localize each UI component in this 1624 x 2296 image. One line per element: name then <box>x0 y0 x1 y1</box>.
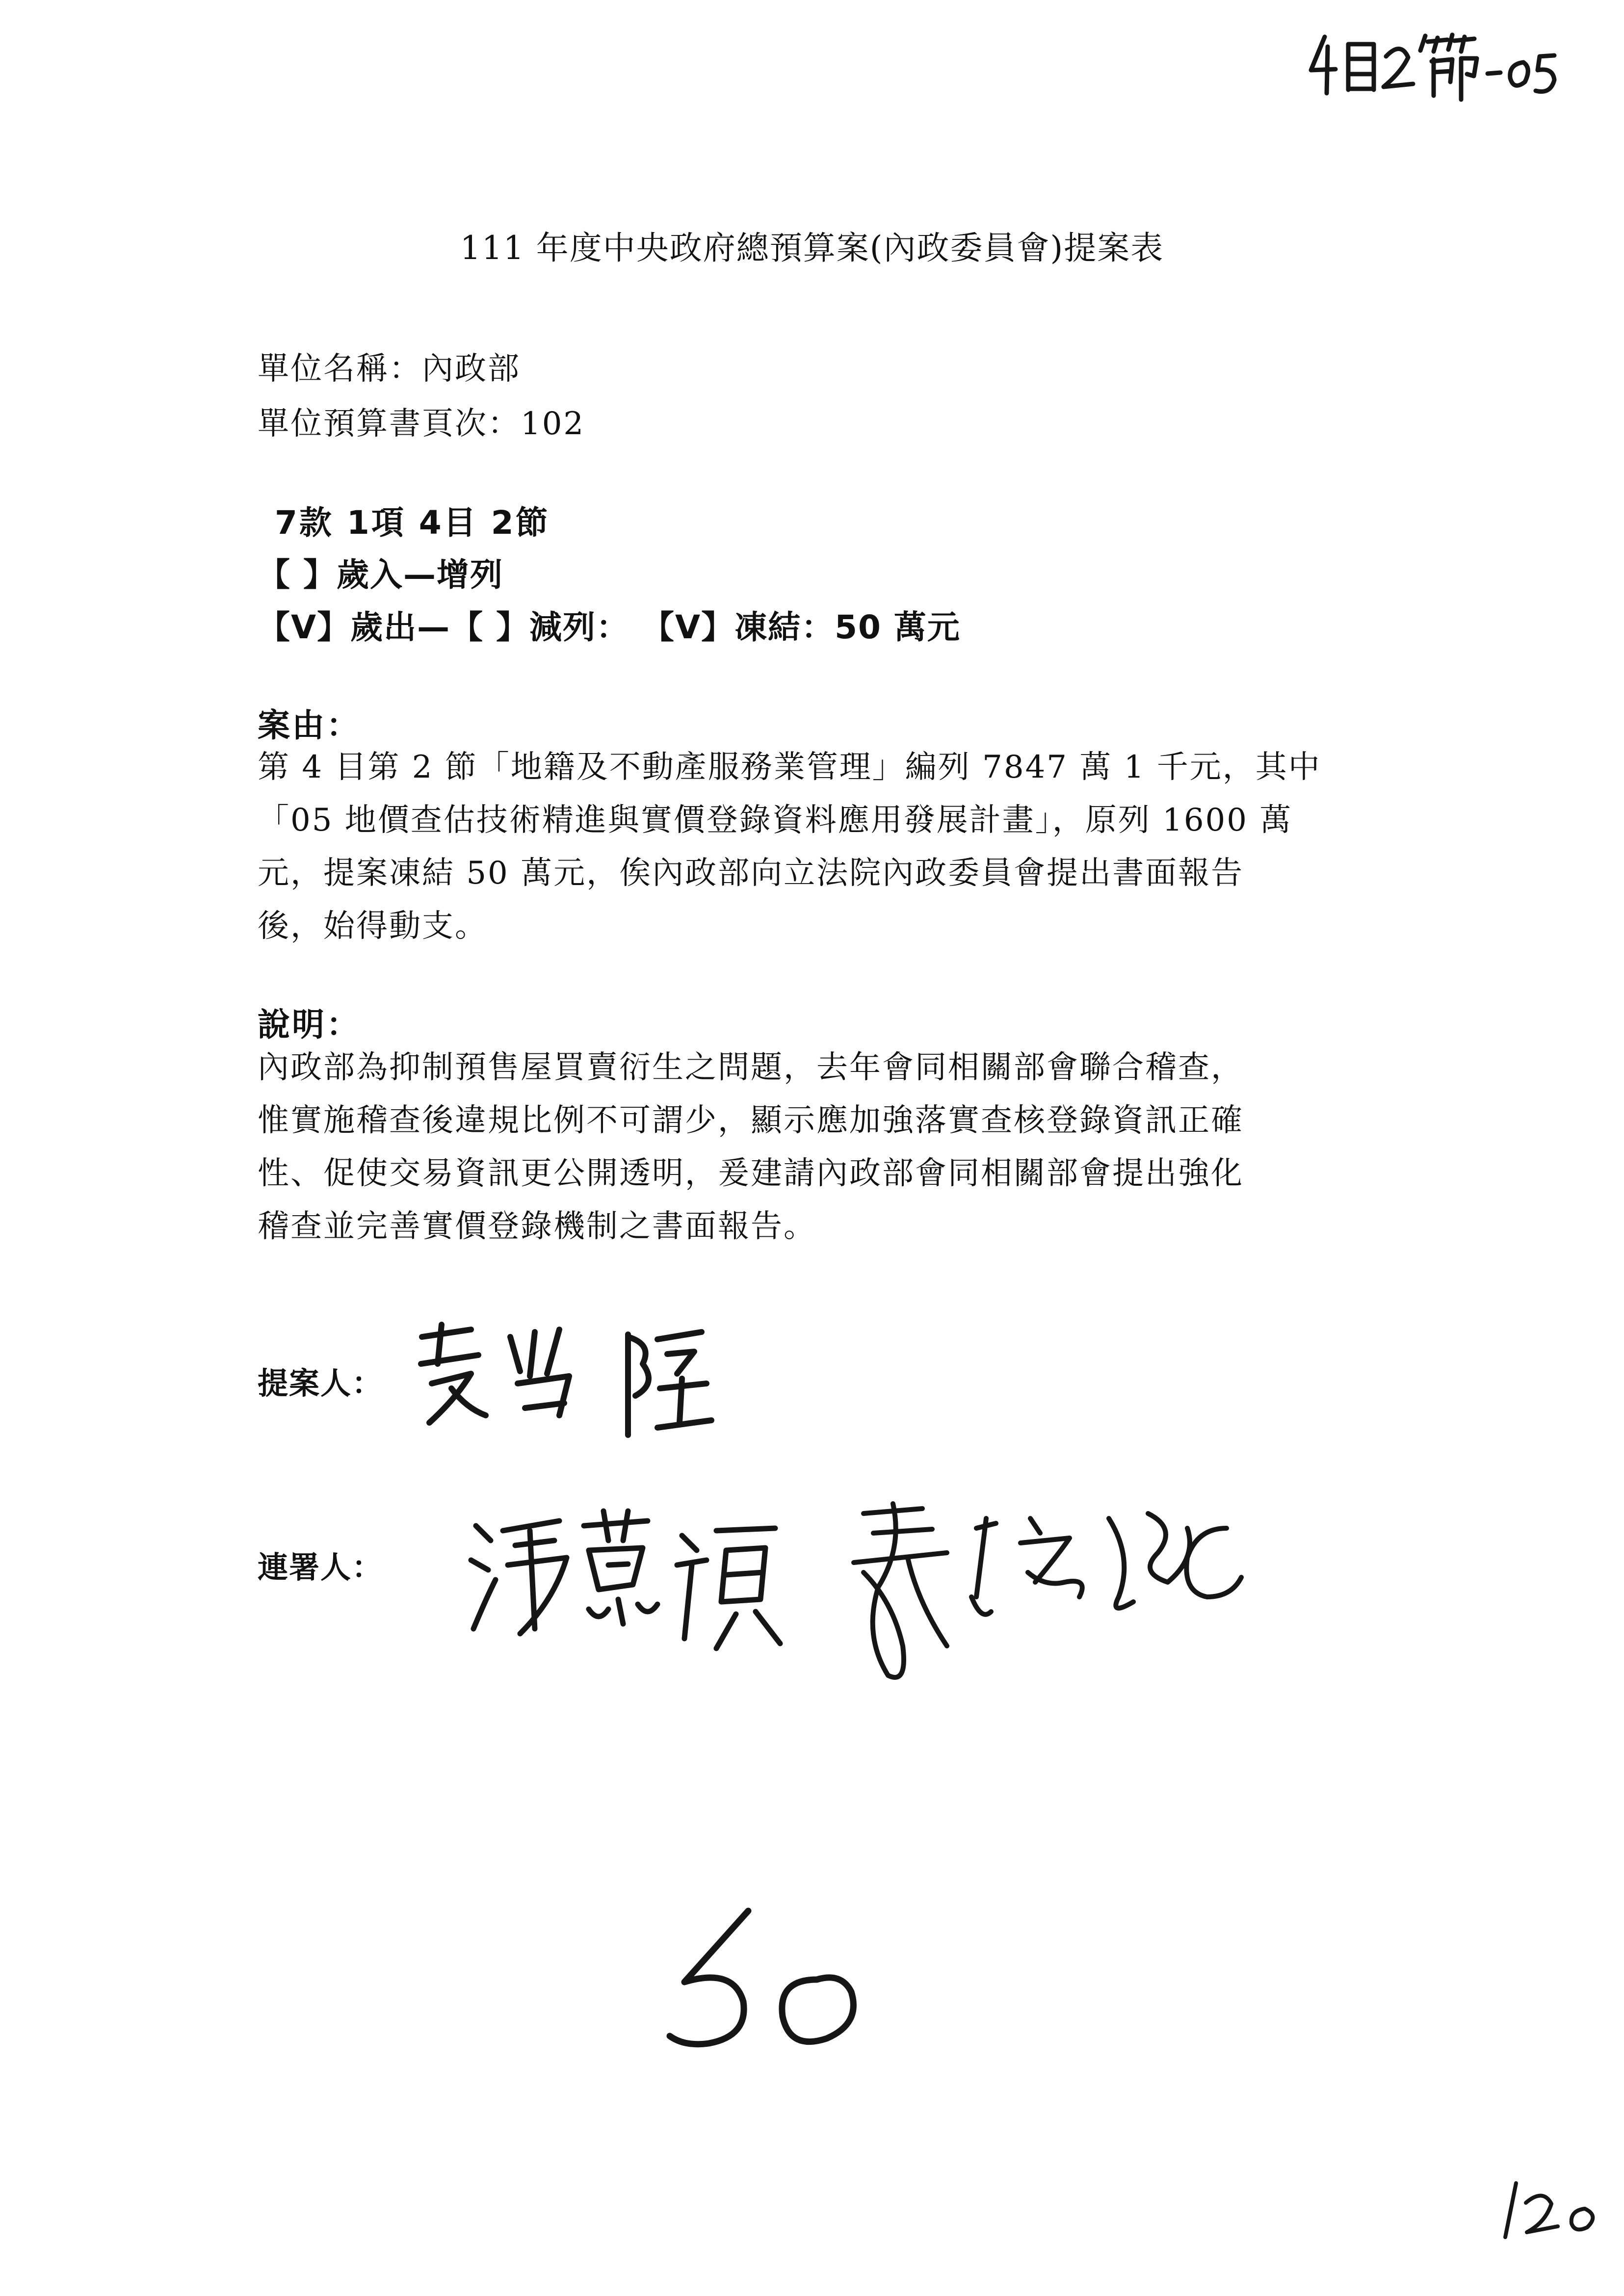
reason-line-1: 第 4 目第 2 節「地籍及不動產服務業管理」編列 7847 萬 1 千元，其中 <box>258 749 1321 785</box>
reason-line-3: 元，提案凍結 50 萬元，俟內政部向立法院內政委員會提出書面報告 <box>258 855 1244 891</box>
handwritten-corner-note <box>1305 27 1560 105</box>
handwritten-amount <box>655 1894 881 2061</box>
unit-page-line: 單位預算書頁次：102 <box>258 406 585 442</box>
explanation-line-3: 性、促使交易資訊更公開透明，爰建請內政部會同相關部會提出強化 <box>258 1155 1244 1192</box>
reason-line-2: 「05 地價查估技術精進與實價登錄資料應用發展計畫」，原列 1600 萬 <box>258 802 1293 838</box>
proposer-label: 提案人： <box>258 1365 384 1401</box>
explanation-paragraph <box>258 1041 1401 1253</box>
cosigner-signature-2 <box>834 1499 1256 1695</box>
explanation-line-1: 內政部為抑制預售屋買賣衍生之問題，去年會同相關部會聯合稽查， <box>258 1049 1244 1086</box>
page-title: 111 年度中央政府總預算案(內政委員會)提案表 <box>460 229 1164 267</box>
reason-heading: 案由： <box>258 706 361 744</box>
explanation-line-4: 稽查並完善實價登錄機制之書面報告。 <box>258 1208 816 1245</box>
handwritten-page-mark <box>1496 2168 1609 2252</box>
explanation-heading: 說明： <box>258 1006 361 1044</box>
budget-section-line: 7款 1項 4目 2節 <box>275 504 550 542</box>
unit-name-line: 單位名稱：內政部 <box>258 351 521 387</box>
cosigner-signature-1 <box>461 1501 795 1663</box>
explanation-line-2: 惟實施稽查後違規比例不可謂少，顯示應加強落實查核登錄資訊正確 <box>258 1102 1244 1139</box>
proposer-signature <box>412 1310 716 1442</box>
cosigner-label: 連署人： <box>258 1549 384 1585</box>
expense-option-line: 【V】歲出—【 】減列： 【V】凍結：50 萬元 <box>258 608 961 646</box>
reason-line-4: 後，始得動支。 <box>258 908 488 944</box>
revenue-option-line: 【 】歲入—增列 <box>258 556 503 594</box>
reason-paragraph <box>258 741 1401 953</box>
